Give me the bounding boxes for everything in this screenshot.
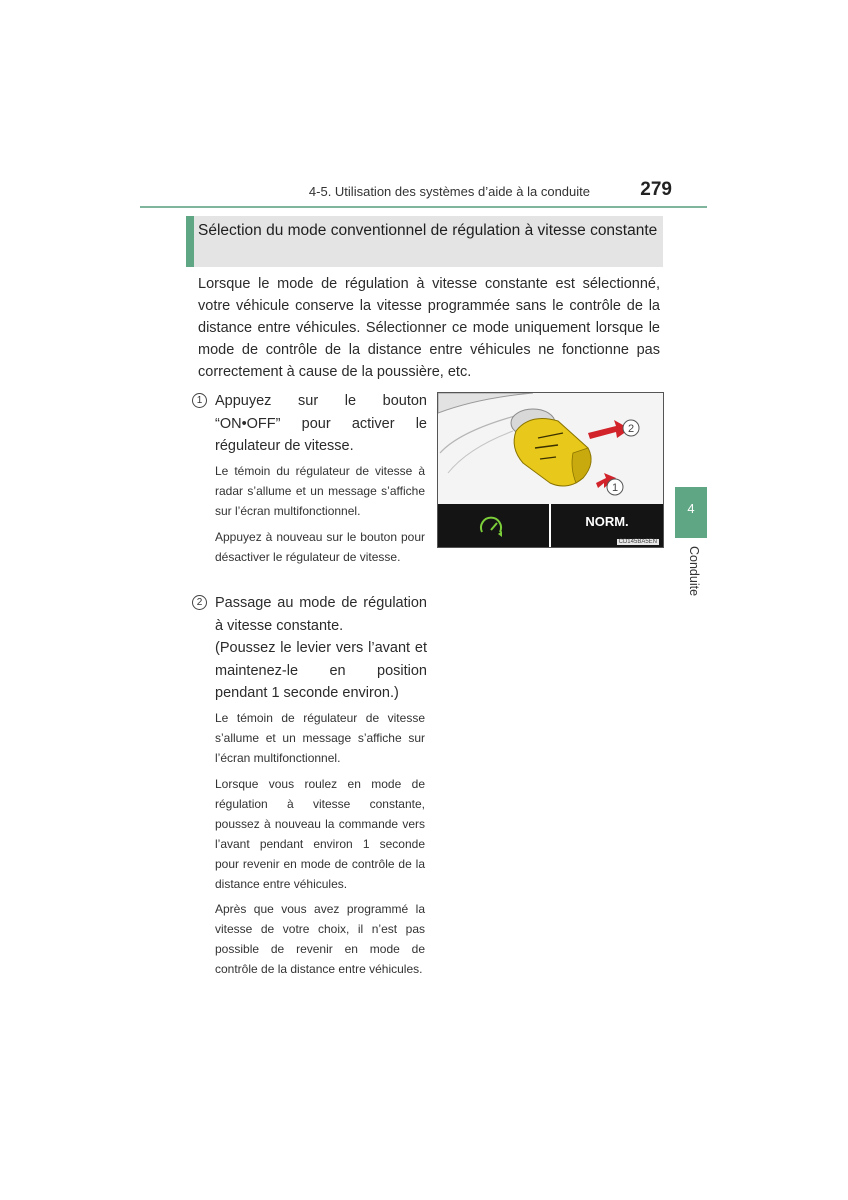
step-1-note-1: Le témoin du régulateur de vitesse à radar s’allume et un message s’affiche sur l’écran multifonctionnel. xyxy=(215,464,425,518)
figure-code: CD145BA5EN xyxy=(618,539,657,545)
step-1-note-2: Appuyez à nouveau sur le bouton pour désactiver le régulateur de vitesse. xyxy=(215,530,425,564)
cruise-control-figure xyxy=(437,392,664,548)
indicator-panel xyxy=(438,504,549,548)
step-2-text-continued: (Poussez le levier vers l’avant et maintenez-le en position pendant 1 seconde environ.) xyxy=(215,640,427,701)
page-number: 279 xyxy=(640,179,672,200)
intro-paragraph: Lorsque le mode de régulation à vitesse constante est sélectionné, votre véhicule conserve la vitesse programmée sans le contrôle de la distance entre véhicules. Sélectionner ce mode uniquement lorsque le mode de contrôle de la distance entre véhicules ne fonctionne pas correctement à cause de la poussière, etc. xyxy=(198,276,660,380)
step-1-text: Appuyez sur le bouton “ON•OFF” pour activer le régulateur de vitesse. xyxy=(215,393,427,454)
display-norm-text: NORM. xyxy=(585,514,629,529)
step-2-note-3: Après que vous avez programmé la vitesse de votre choix, il n’est pas possible de revenir en mode de contrôle de la distance entre véhicules. xyxy=(215,902,425,976)
step-2 xyxy=(192,592,427,705)
cruise-control-indicator-icon xyxy=(438,504,549,548)
step-number-2-icon: 2 xyxy=(192,595,207,610)
chapter-tab: 4 xyxy=(675,487,707,538)
header-section-title: 4-5. Utilisation des systèmes d’aide à la conduite xyxy=(308,184,590,199)
step-2-note-2: Lorsque vous roulez en mode de régulation à vitesse constante, poussez à nouveau la commande vers l’avant pendant environ 1 seconde pour revenir en mode de contrôle de la distance entre véhicules. xyxy=(215,777,425,891)
lever-illustration xyxy=(438,393,664,504)
chapter-label: Conduite xyxy=(687,546,701,597)
callout-1-label: 1 xyxy=(611,482,619,494)
step-2-note-1: Le témoin de régulateur de vitesse s’allume et un message s’affiche sur l’écran multifonctionnel. xyxy=(215,711,425,765)
step-number-1-icon: 1 xyxy=(192,393,207,408)
step-1 xyxy=(192,390,427,458)
step-2-text: Passage au mode de régulation à vitesse constante. xyxy=(215,595,427,634)
header-rule xyxy=(140,206,707,208)
section-title: Sélection du mode conventionnel de régulation à vitesse constante xyxy=(198,222,658,239)
callout-2-label: 2 xyxy=(627,423,635,435)
